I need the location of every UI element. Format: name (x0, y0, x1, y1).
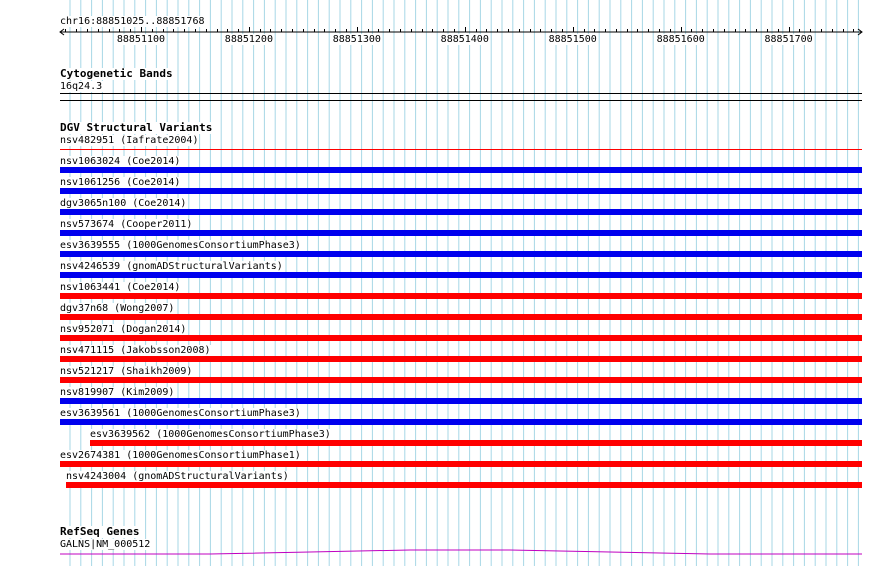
variant-label[interactable]: nsv471115 (Jakobsson2008) (60, 345, 211, 356)
ruler-tick-label: 88851100 (116, 34, 166, 45)
ruler-tick-label: 88851700 (764, 34, 813, 45)
ruler-tick-label: 88851400 (440, 34, 489, 45)
variant-gain-bar[interactable] (90, 440, 862, 446)
variant-label[interactable]: esv3639561 (1000GenomesConsortiumPhase3) (60, 408, 301, 419)
ruler-tick-label: 88851200 (224, 34, 273, 45)
variant-loss-bar[interactable] (60, 188, 862, 194)
variant-line[interactable] (60, 149, 862, 150)
variant-label[interactable]: nsv4243004 (gnomADStructuralVariants) (66, 471, 289, 482)
refseq-track-title[interactable]: RefSeq Genes (60, 525, 140, 538)
variant-loss-bar[interactable] (60, 230, 862, 236)
cytoband-bar[interactable] (60, 93, 862, 94)
variant-gain-bar[interactable] (60, 335, 862, 341)
variant-label[interactable]: nsv1063441 (Coe2014) (60, 282, 181, 293)
dgv-track-title[interactable]: DGV Structural Variants (60, 121, 213, 134)
variant-label[interactable]: nsv819907 (Kim2009) (60, 387, 175, 398)
ruler-tick-label: 88851300 (332, 34, 381, 45)
variant-label[interactable]: nsv482951 (Iafrate2004) (60, 135, 199, 146)
variant-loss-bar[interactable] (60, 419, 862, 425)
variant-label[interactable]: esv3639555 (1000GenomesConsortiumPhase3) (60, 240, 301, 251)
variant-label[interactable]: nsv952071 (Dogan2014) (60, 324, 187, 335)
variant-gain-bar[interactable] (60, 377, 862, 383)
variant-loss-bar[interactable] (60, 251, 862, 257)
gene-feature[interactable] (60, 546, 862, 558)
track-separator (60, 100, 862, 101)
variant-gain-bar[interactable] (60, 293, 862, 299)
ruler-tick-label: 88851600 (656, 34, 705, 45)
variant-label[interactable]: esv2674381 (1000GenomesConsortiumPhase1) (60, 450, 301, 461)
variant-label[interactable]: dgv37n68 (Wong2007) (60, 303, 175, 314)
variant-label[interactable]: nsv1063024 (Coe2014) (60, 156, 181, 167)
variant-label[interactable]: nsv4246539 (gnomADStructuralVariants) (60, 261, 283, 272)
variant-gain-bar[interactable] (60, 314, 862, 320)
cytoband-label: 16q24.3 (60, 81, 103, 92)
variant-gain-bar[interactable] (66, 482, 862, 488)
gene-label[interactable]: GALNS|NM_000512 (60, 539, 151, 550)
variant-label[interactable]: dgv3065n100 (Coe2014) (60, 198, 187, 209)
cytoband-track-title[interactable]: Cytogenetic Bands (60, 67, 173, 80)
variant-loss-bar[interactable] (60, 272, 862, 278)
position-label: chr16:88851025..88851768 (60, 16, 205, 27)
variant-label[interactable]: nsv573674 (Cooper2011) (60, 219, 193, 230)
gene-intron-line (60, 550, 862, 554)
variant-label[interactable]: esv3639562 (1000GenomesConsortiumPhase3) (90, 429, 331, 440)
variant-label[interactable]: nsv1061256 (Coe2014) (60, 177, 181, 188)
variant-label[interactable]: nsv521217 (Shaikh2009) (60, 366, 193, 377)
variant-loss-bar[interactable] (60, 167, 862, 173)
variant-gain-bar[interactable] (60, 461, 862, 467)
variant-gain-bar[interactable] (60, 356, 862, 362)
variant-loss-bar[interactable] (60, 209, 862, 215)
variant-loss-bar[interactable] (60, 398, 862, 404)
ruler-tick-label: 88851500 (548, 34, 597, 45)
